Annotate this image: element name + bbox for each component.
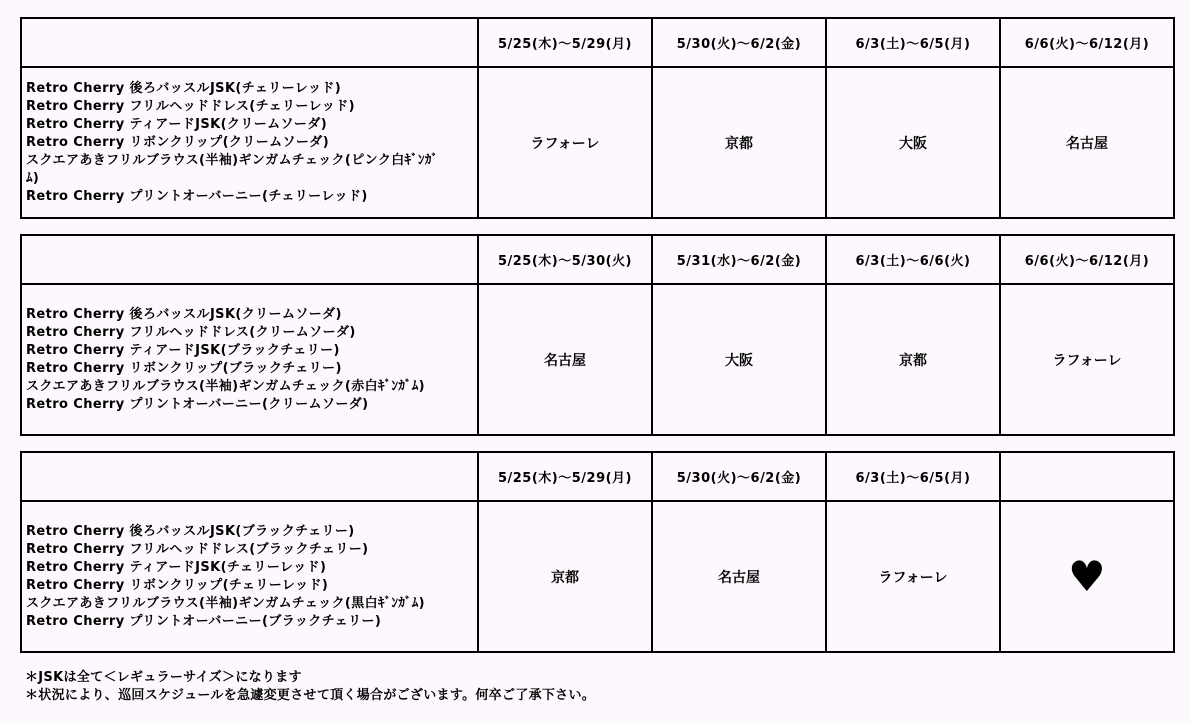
date-range-cell: 5/30(火)～6/2(金) xyxy=(652,18,826,67)
header-blank-cell xyxy=(21,18,478,67)
location-cell: ラフォーレ xyxy=(1000,284,1174,435)
item-list-cell xyxy=(21,501,478,652)
item-line: ﾑ) xyxy=(26,170,40,186)
item-line: Retro Cherry リボンクリップ(ブラックチェリー) xyxy=(26,360,342,376)
date-range-cell: 6/3(土)～6/5(月) xyxy=(826,18,1000,67)
item-line: スクエアあきフリルブラウス(半袖)ギンガムチェック(赤白ｷﾞﾝｶﾞﾑ) xyxy=(26,378,426,394)
date-range-cell: 6/6(火)～6/12(月) xyxy=(1000,235,1174,284)
items-row xyxy=(21,501,1174,652)
location-cell: 名古屋 xyxy=(652,501,826,652)
location-cell: 京都 xyxy=(826,284,1000,435)
location-cell: ラフォーレ xyxy=(478,67,652,218)
item-line: Retro Cherry リボンクリップ(チェリーレッド) xyxy=(26,577,329,593)
footnote-schedule-change: ＊状況により、巡回スケジュールを急遽変更させて頂く場合がございます。何卒ご了承下さい。 xyxy=(25,688,596,703)
item-line: スクエアあきフリルブラウス(半袖)ギンガムチェック(黒白ｷﾞﾝｶﾞﾑ) xyxy=(26,595,426,611)
item-line: Retro Cherry フリルヘッドドレス(チェリーレッド) xyxy=(26,98,355,114)
item-list-cell xyxy=(21,67,478,218)
footnote-jsk-size: ＊JSKは全て＜レギュラーサイズ＞になります xyxy=(25,670,302,685)
item-line: Retro Cherry ティアードJSK(チェリーレッド) xyxy=(26,559,327,575)
location-cell: 大阪 xyxy=(652,284,826,435)
date-range-cell-empty xyxy=(1000,452,1174,501)
date-range-cell: 5/25(木)～5/29(月) xyxy=(478,452,652,501)
item-line: Retro Cherry ティアードJSK(クリームソーダ) xyxy=(26,116,328,132)
location-cell: 名古屋 xyxy=(478,284,652,435)
heart-cell xyxy=(1000,501,1174,652)
heart-icon: ♥ xyxy=(1068,551,1106,601)
item-line: Retro Cherry 後ろバッスルJSK(ブラックチェリー) xyxy=(26,523,355,539)
items-row xyxy=(21,284,1174,435)
date-range-cell: 5/25(木)～5/30(火) xyxy=(478,235,652,284)
schedule-table-3 xyxy=(20,451,1175,653)
date-range-cell: 5/25(木)～5/29(月) xyxy=(478,18,652,67)
date-range-cell: 5/31(水)～6/2(金) xyxy=(652,235,826,284)
schedule-table-1 xyxy=(20,17,1175,219)
date-range-cell: 6/3(土)～6/6(火) xyxy=(826,235,1000,284)
location-cell: ラフォーレ xyxy=(826,501,1000,652)
schedule-table-2 xyxy=(20,234,1175,436)
item-line: Retro Cherry フリルヘッドドレス(クリームソーダ) xyxy=(26,324,356,340)
items-row xyxy=(21,67,1174,218)
location-cell: 大阪 xyxy=(826,67,1000,218)
date-range-cell: 6/6(火)～6/12(月) xyxy=(1000,18,1174,67)
header-blank-cell xyxy=(21,235,478,284)
item-line: Retro Cherry プリントオーバーニー(クリームソーダ) xyxy=(26,396,369,412)
header-row xyxy=(21,235,1174,284)
location-cell: 京都 xyxy=(478,501,652,652)
date-range-cell: 5/30(火)～6/2(金) xyxy=(652,452,826,501)
item-line: Retro Cherry フリルヘッドドレス(ブラックチェリー) xyxy=(26,541,369,557)
item-line: Retro Cherry ティアードJSK(ブラックチェリー) xyxy=(26,342,340,358)
item-line: スクエアあきフリルブラウス(半袖)ギンガムチェック(ピンク白ｷﾞﾝｶﾞ xyxy=(26,152,439,168)
header-row xyxy=(21,18,1174,67)
footnotes xyxy=(25,669,595,705)
item-line: Retro Cherry プリントオーバーニー(チェリーレッド) xyxy=(26,188,368,204)
item-line: Retro Cherry 後ろバッスルJSK(クリームソーダ) xyxy=(26,306,342,322)
item-list-cell xyxy=(21,284,478,435)
location-cell: 名古屋 xyxy=(1000,67,1174,218)
item-line: Retro Cherry リボンクリップ(クリームソーダ) xyxy=(26,134,330,150)
header-blank-cell xyxy=(21,452,478,501)
date-range-cell: 6/3(土)～6/5(月) xyxy=(826,452,1000,501)
header-row xyxy=(21,452,1174,501)
item-line: Retro Cherry 後ろバッスルJSK(チェリーレッド) xyxy=(26,80,342,96)
location-cell: 京都 xyxy=(652,67,826,218)
item-line: Retro Cherry プリントオーバーニー(ブラックチェリー) xyxy=(26,613,382,629)
